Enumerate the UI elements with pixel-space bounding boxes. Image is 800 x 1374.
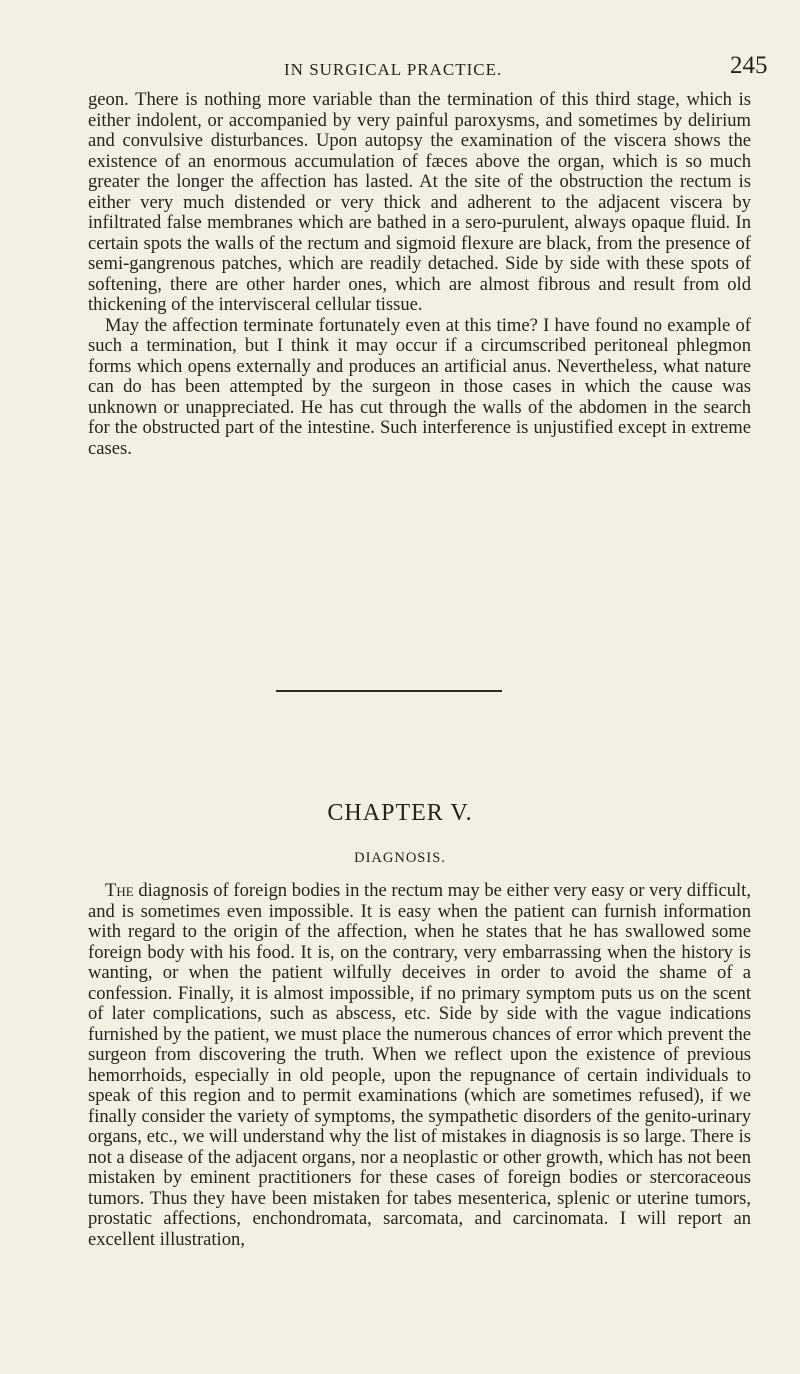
paragraph: May the affection terminate fortunately even at this time? I have found no example of such a termination, but I think it may occur if a circumscribed peritoneal phlegmon forms which opens externally and produces an artificial anus. Nevertheless, what nature can do has been attempted by the surgeon in those cases in which the cause was unknown or unappreciated. He has cut through the walls of the abdomen in the search for the obstructed part of the intestine. Such interference is unjustified except in extreme cases. [88,314,751,459]
text-block-diagnosis [88,881,751,1250]
text-block-termination [88,90,751,459]
paragraph: geon. There is nothing more variable than the termination of this third stage, which is either indolent, or accompanied by very painful paroxysms, and sometimes by delirium and convulsive disturbances. Upon autopsy the examination of the viscera shows the existence of an enormous accumulation of fæces above the organ, which is so much greater the longer the affection has lasted. At the site of the obstruction the rectum is either very much distended or very thick and adherent to the adjacent viscera by infiltrated false membranes which are bathed in a sero-purulent, always opaque fluid. In certain spots the walls of the rectum and sigmoid flexure are black, from the presence of semi-gangrenous patches, which are readily detached. Side by side with these spots of softening, there are other harder ones, which are almost fibrous and result from old thickening of the intervisceral cellular tissue. [88,89,751,315]
running-head [0,48,800,84]
paragraph [88,881,751,1250]
section-divider-rule [276,690,502,692]
page-number: 245 [730,52,768,79]
chapter-heading: CHAPTER V. [327,800,473,826]
chapter-subheading: DIAGNOSIS. [354,850,446,866]
paragraph-body: diagnosis of foreign bodies in the rectum may be either very easy or very difficult, and is sometimes even impossible. It is easy when the patient can furnish information with regard to the origin of the affection, when he states that he has swallowed some foreign body with his food. It is, on the contrary, very embarrassing when the history is wanting, or when the patient wilfully deceives in order to avoid the shame of a confession. Finally, it is almost impossible, if no primary symptom puts us on the scent of later complications, such as abscess, etc. Side by side with the vague indications furnished by the patient, we must place the numerous chances of error which prevent the surgeon from discovering the truth. When we reflect upon the existence of previous hemorrhoids, especially in old people, upon the repugnance of certain individuals to speak of this region and to permit examinations (which are sometimes refused), if we finally consider the variety of symptoms, the sympathetic disorders of the genito-urinary organs, etc., we will understand why the list of mistakes in diagnosis is so large. There is not a disease of the adjacent organs, nor a neoplastic or other growth, which has not been mistaken by eminent practitioners for these cases of foreign bodies or stercoraceous tumors. Thus they have been mistaken for tabes mesenterica, splenic or uterine tumors, prostatic affections, enchondromata, sarcomata, and carcinomata. I will report an excellent illustration, [88,880,751,1250]
running-title: IN SURGICAL PRACTICE. [284,60,503,79]
lead-word: The [105,880,134,901]
